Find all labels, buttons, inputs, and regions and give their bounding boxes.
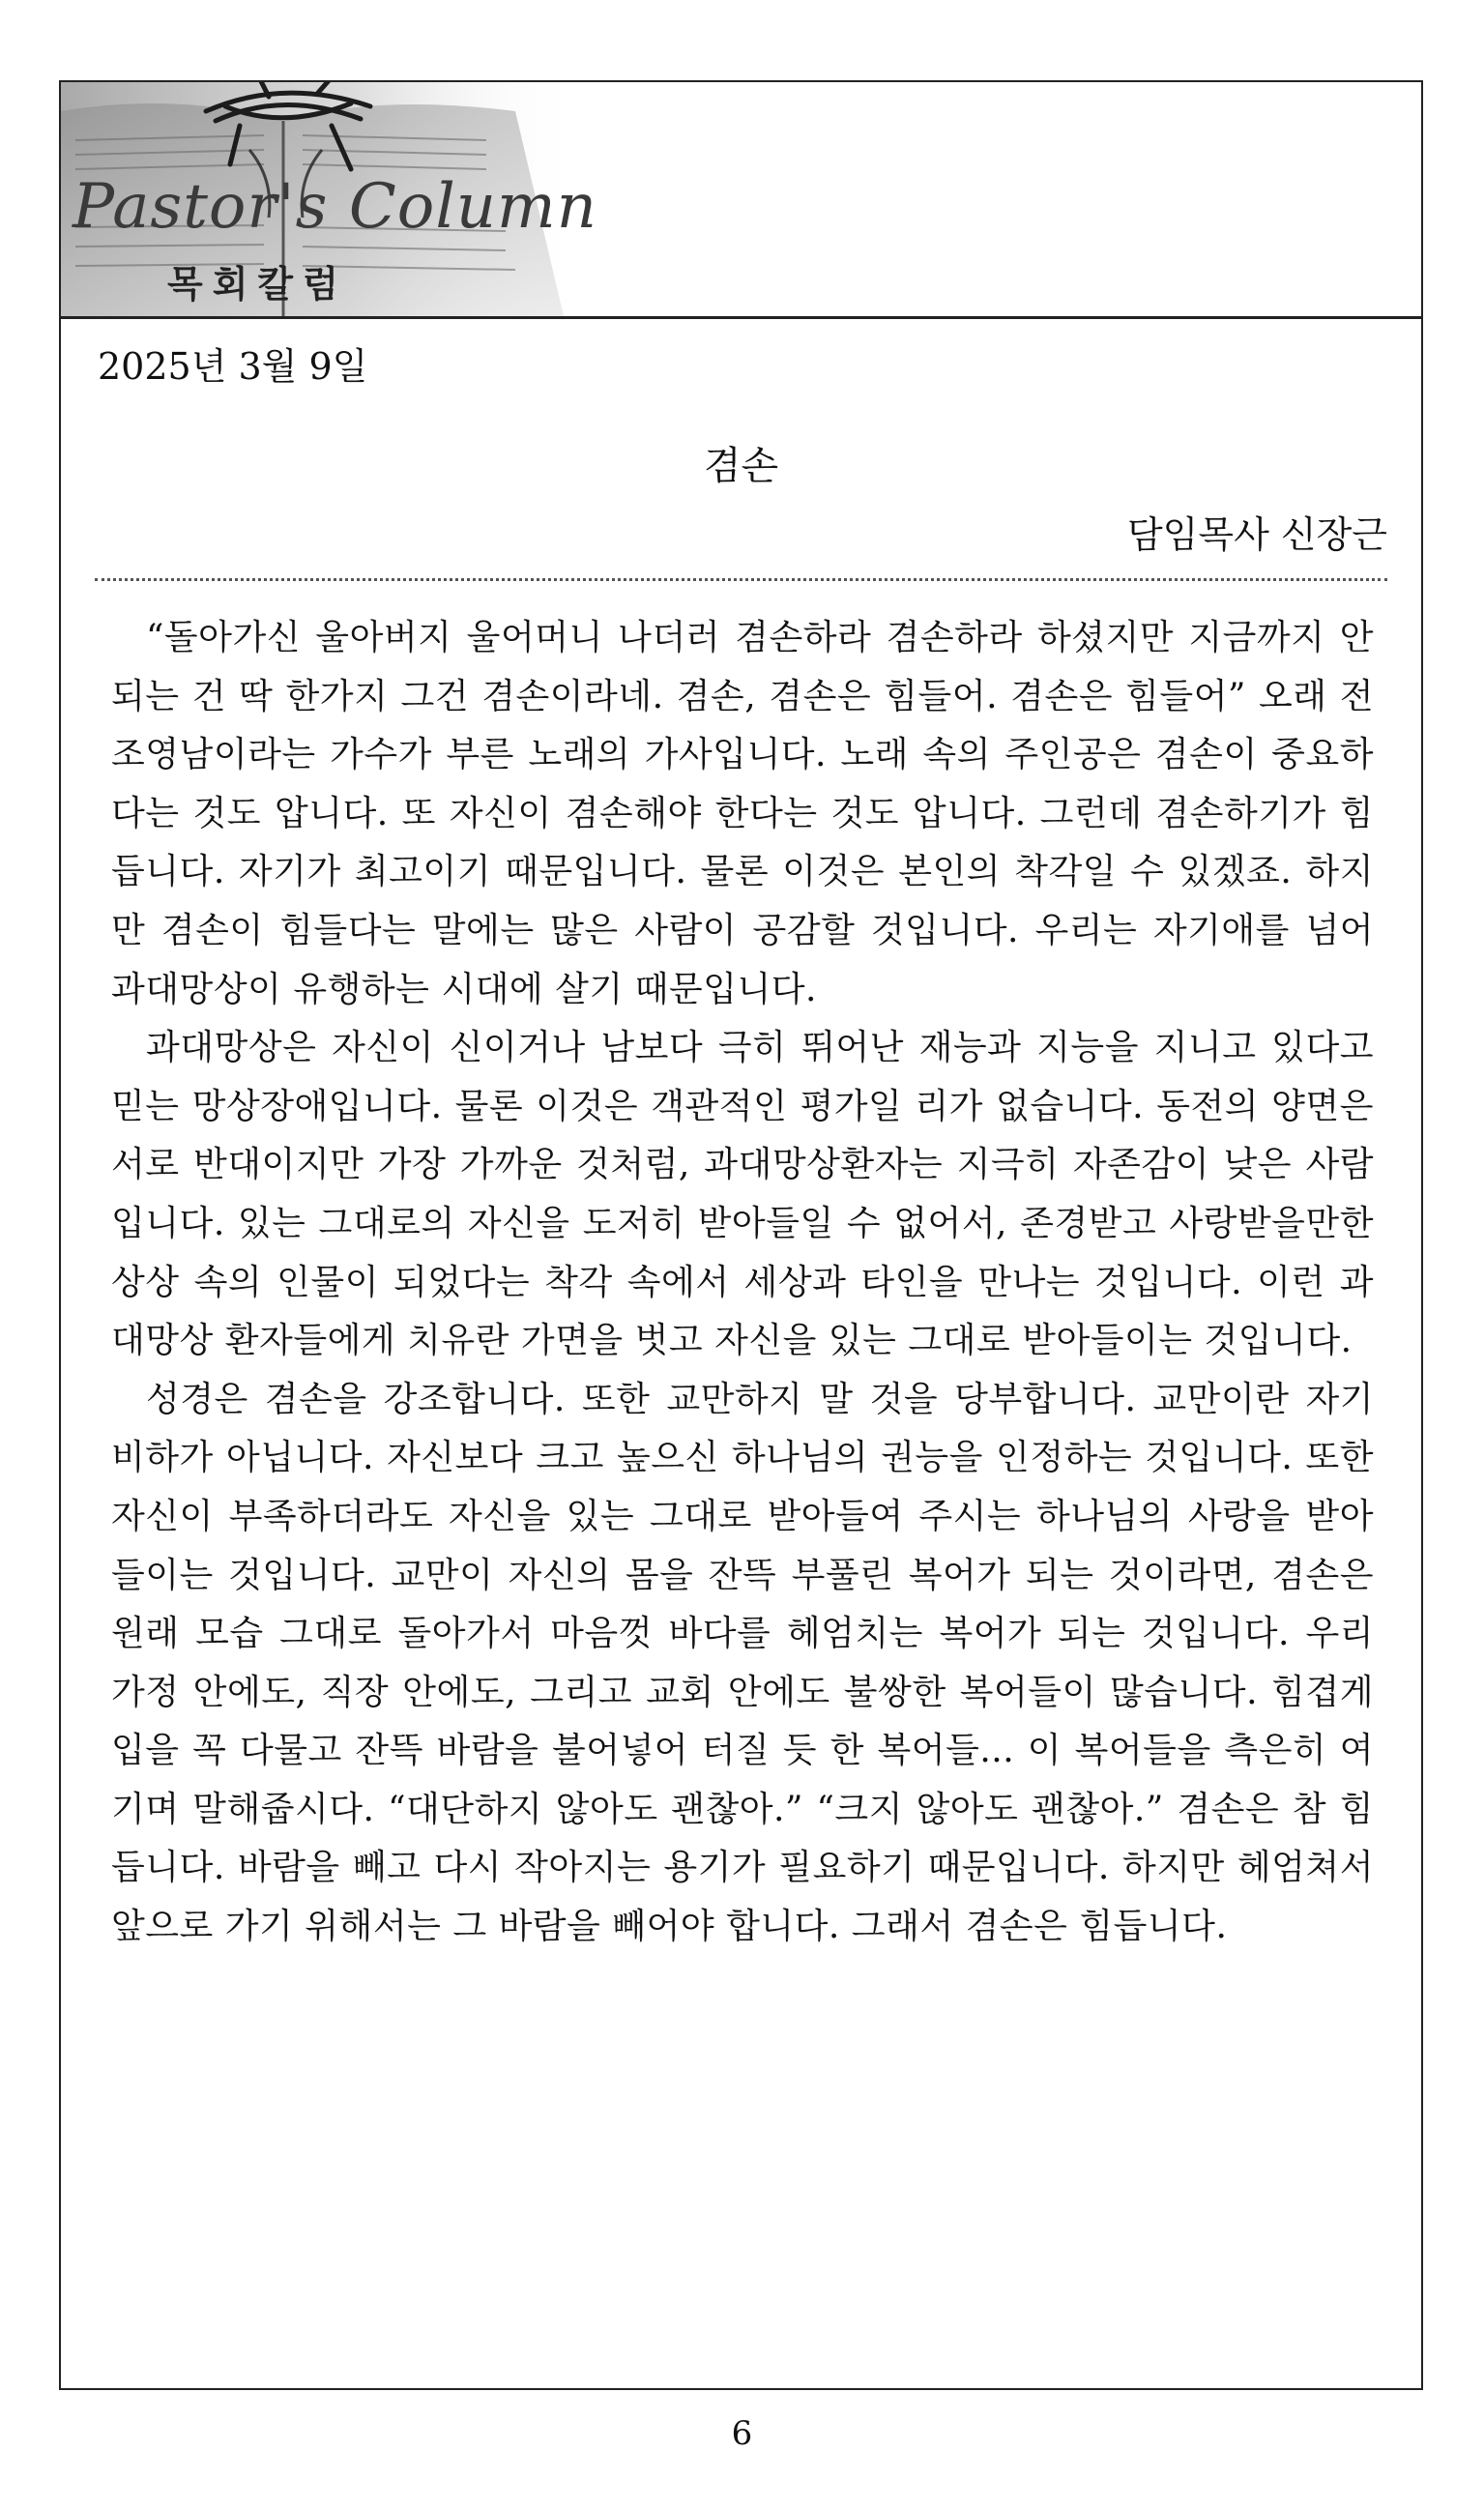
- column-header: [61, 82, 1421, 319]
- column-author: 담임목사 신장근: [1126, 513, 1387, 556]
- page-number: 6: [731, 2414, 753, 2453]
- dotted-divider: [95, 578, 1387, 581]
- column-frame: [59, 80, 1423, 2390]
- paragraph-1: “돌아가신 울아버지 울어머니 나더러 겸손하라 겸손하라 하셨지만 지금까지 안 되는 건 딱 한가지 그건 겸손이라네. 겸손, 겸손은 힘들어. 겸손은 힘들어” 오래 전 조영남이라는 가수가 부른 노래의 가사입니다. 노래 속의 주인공은 겸손이 중요하다는 것도 압니다. 또 자신이 겸손해야 한다는 것도 압니다. 그런데 겸손하기가 힘듭니다. 자기가 최고이기 때문입니다. 물론 이것은 본인의 착각일 수 있겠죠. 하지만 겸손이 힘들다는 말에는 많은 사람이 공감할 것입니다. 우리는 자기애를 넘어 과대망상이 유행하는 시대에 살기 때문입니다.: [111, 618, 1374, 1009]
- pastors-column-korean-logo: 목회칼럼: [167, 263, 348, 306]
- column-date: 2025년 3월 9일: [98, 345, 368, 388]
- paragraph-2: 과대망상은 자신이 신이거나 남보다 극히 뛰어난 재능과 지능을 지니고 있다고 믿는 망상장애입니다. 물론 이것은 객관적인 평가일 리가 없습니다. 동전의 양면은 서로 반대이지만 가장 가까운 것처럼, 과대망상환자는 지극히 자존감이 낮은 사람입니다. 있는 그대로의 자신을 도저히 받아들일 수 없어서, 존경받고 사랑받을만한 상상 속의 인물이 되었다는 착각 속에서 세상과 타인을 만나는 것입니다. 이런 과대망상 환자들에게 치유란 가면을 벗고 자신을 있는 그대로 받아들이는 것입니다.: [111, 1028, 1374, 1361]
- column-body: [111, 609, 1374, 1957]
- pastors-column-logo: Pastor's Column: [73, 171, 597, 243]
- paragraph-3: 성경은 겸손을 강조합니다. 또한 교만하지 말 것을 당부합니다. 교만이란 자기 비하가 아닙니다. 자신보다 크고 높으신 하나님의 권능을 인정하는 것입니다. 또한 자신이 부족하더라도 자신을 있는 그대로 받아들여 주시는 하나님의 사랑을 받아들이는 것입니다. 교만이 자신의 몸을 잔뜩 부풀린 복어가 되는 것이라면, 겸손은 원래 모습 그대로 돌아가서 마음껏 바다를 헤엄치는 복어가 되는 것입니다. 우리 가정 안에도, 직장 안에도, 그리고 교회 안에도 불쌍한 복어들이 많습니다. 힘겹게 입을 꼭 다물고 잔뜩 바람을 불어넣어 터질 듯 한 복어들... 이 복어들을 측은히 여기며 말해줍시다. “대단하지 않아도 괜찮아.” “크지 않아도 괜찮아.” 겸손은 참 힘듭니다. 바람을 빼고 다시 작아지는 용기가 필요하기 때문입니다. 하지만 헤엄쳐서 앞으로 가기 위해서는 그 바람을 빼어야 합니다. 그래서 겸손은 힘듭니다.: [111, 1379, 1374, 1947]
- column-title: 겸손: [703, 444, 779, 488]
